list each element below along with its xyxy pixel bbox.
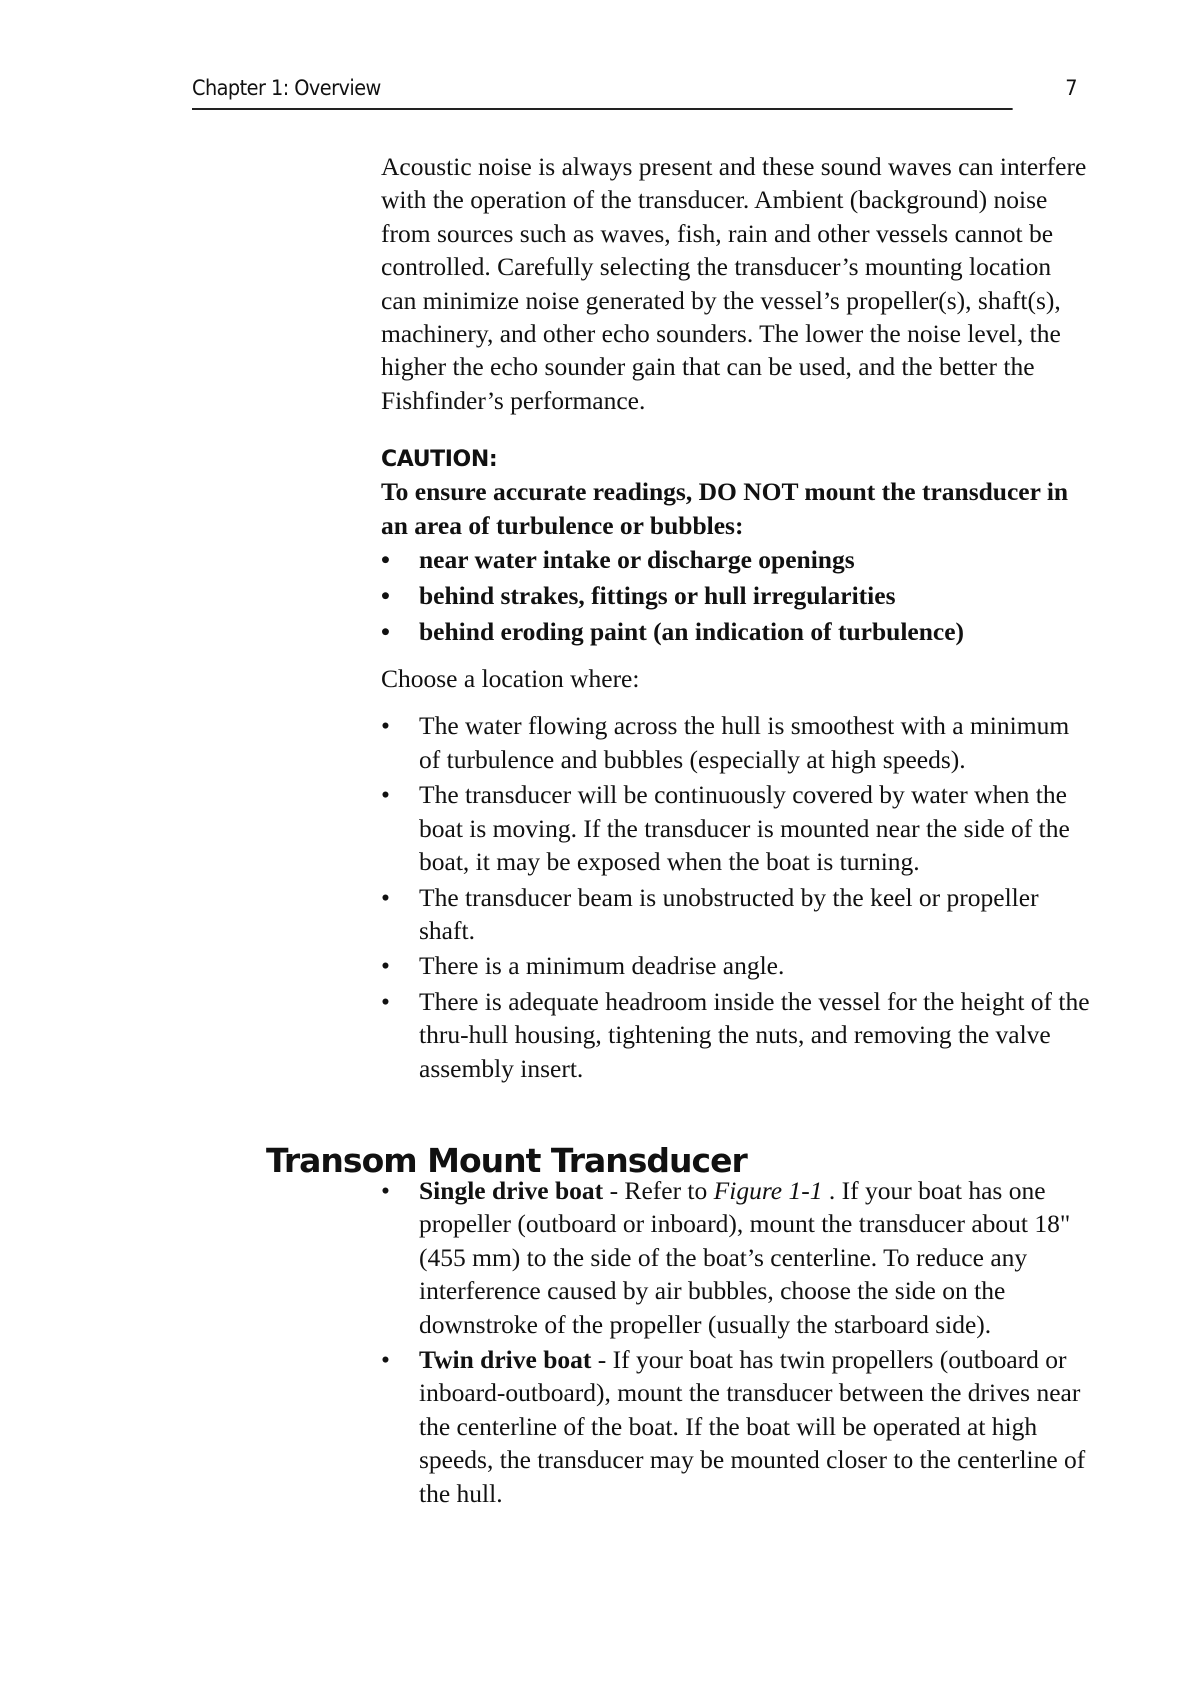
location-item-text: There is adequate headroom inside the vessel for the height of the thru-hull housing, tightening the nuts, and removing the valve assembly insert.: [419, 986, 1090, 1083]
bullet-icon: •: [381, 581, 390, 611]
section-title: Transom Mount Transducer: [266, 1141, 747, 1181]
list-item: [381, 709, 1091, 776]
location-item-text: The transducer beam is unobstructed by the keel or propeller shaft.: [419, 882, 1039, 945]
transom-list: [381, 1174, 1091, 1510]
caution-item-text: behind eroding paint (an indication of turbulence): [419, 617, 965, 647]
caution-label: CAUTION:: [381, 447, 498, 473]
item-text: - If your boat has twin propellers (outboard or inboard-outboard), mount the transducer between the drives near the centerline of the boat. If the boat will be operated at high speeds, the transducer may be mounted closer to the centerline of the hull.: [419, 1345, 1086, 1508]
bullet-icon: •: [381, 882, 390, 912]
bullet-icon: •: [381, 617, 390, 647]
caution-list: [381, 542, 1091, 650]
intro-paragraph: Acoustic noise is always present and these sound waves can interfere with the operation of the transducer. Ambient (background) noise from sources such as waves, fish, rain and other vessels cannot be controlled. Carefully selecting the transducer’s mounting location can minimize noise generated by the vessel’s propeller(s), shaft(s), machinery, and other echo sounders. The lower the noise level, the higher the echo sounder gain that can be used, and the better the Fishfinder’s performance.: [381, 152, 1087, 415]
location-item-text: The water flowing across the hull is smoothest with a minimum of turbulence and bubbles (especially at high speeds).: [419, 711, 1070, 774]
bullet-icon: •: [381, 1176, 390, 1205]
bullet-icon: •: [381, 986, 390, 1016]
item-text: . If your boat has one propeller (outboard or inboard), mount the transducer about 18" (455 mm) to the side of the boat’s centerline. To reduce any interference caused by air bubbles, choose the side on the downstroke of the propeller (usually the starboard side).: [419, 1176, 1071, 1339]
main-content: [381, 150, 1091, 1087]
caution-item-text: behind strakes, fittings or hull irregularities: [419, 581, 896, 611]
list-item: [381, 881, 1091, 948]
bullet-icon: •: [381, 951, 390, 981]
list-item: [381, 1174, 1091, 1341]
list-item: [381, 1343, 1091, 1510]
location-list: [381, 709, 1091, 1084]
list-item: [381, 614, 1091, 650]
caution-block: [381, 445, 1091, 650]
list-item: [381, 542, 1091, 578]
item-lead: Twin drive boat: [419, 1345, 592, 1375]
choose-intro: Choose a location where:: [381, 664, 640, 694]
bullet-icon: •: [381, 1345, 390, 1375]
chapter-title: Chapter 1: Overview: [192, 76, 381, 100]
bullet-icon: •: [381, 780, 390, 810]
caution-item-text: near water intake or discharge openings: [419, 545, 855, 575]
location-item-text: There is a minimum deadrise angle.: [419, 951, 785, 981]
transom-content: [381, 1174, 1091, 1512]
list-item: [381, 949, 1091, 982]
bullet-icon: •: [381, 545, 390, 575]
page-number: 7: [1065, 76, 1078, 100]
page-header: [192, 74, 1078, 110]
figure-reference: Figure 1-1: [713, 1176, 823, 1205]
item-lead: Single drive boat: [419, 1176, 604, 1205]
location-item-text: The transducer will be continuously covered by water when the boat is moving. If the transducer is mounted near the side of the boat, it may be exposed when the boat is turning.: [419, 780, 1070, 877]
caution-text: To ensure accurate readings, DO NOT mount the transducer in an area of turbulence or bubbles:: [381, 477, 1069, 540]
list-item: [381, 778, 1091, 878]
list-item: [381, 985, 1091, 1085]
list-item: [381, 578, 1091, 614]
bullet-icon: •: [381, 711, 390, 741]
item-pre: - Refer to: [603, 1176, 714, 1205]
